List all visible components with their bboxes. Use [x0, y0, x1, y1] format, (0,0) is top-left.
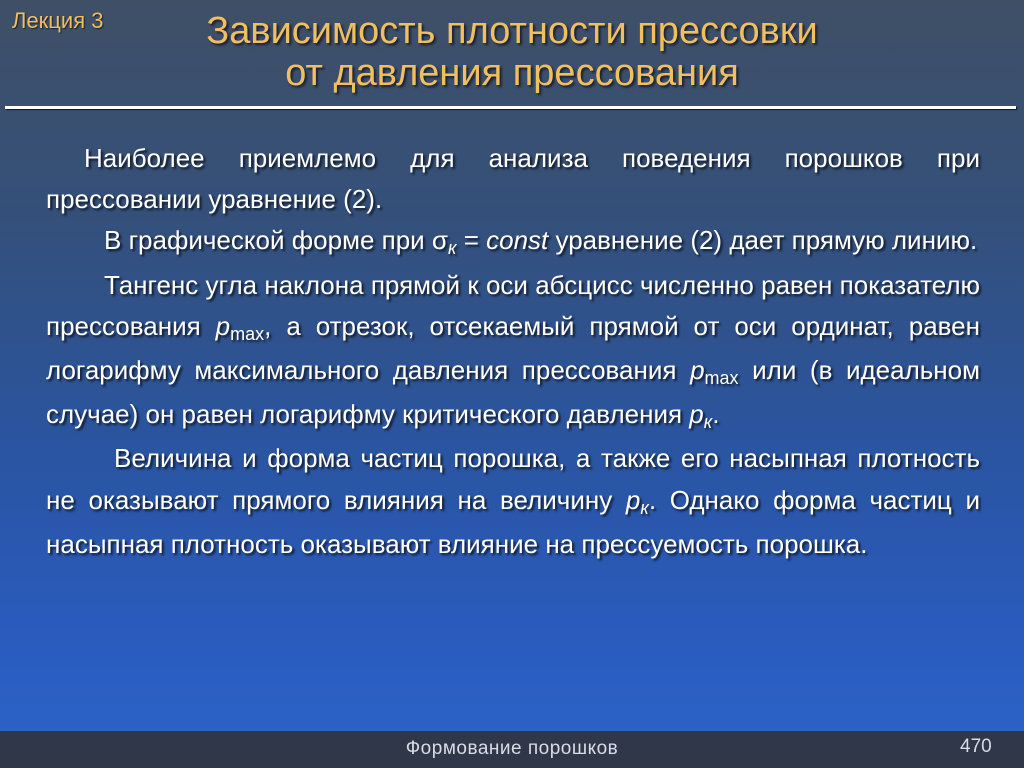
paragraph-3	[46, 265, 980, 439]
p3-symbol-2: p	[690, 355, 705, 386]
paragraph-1	[46, 138, 980, 220]
paragraph-4	[46, 438, 980, 565]
p3-text-d: .	[712, 399, 720, 430]
title-line-1: Зависимость плотности прессовки	[206, 10, 818, 52]
p4-text-a: Величина и форма частиц порошка, а также его насыпная плотность не оказывают прямого влияния на величину	[46, 443, 980, 515]
p2-text-c: уравнение (2) дает прямую линию.	[548, 225, 978, 256]
p2-text-b: =	[456, 225, 487, 256]
slide-body	[46, 138, 980, 565]
p2-const: const	[486, 225, 549, 256]
p3-subscript-3: к	[703, 412, 713, 433]
title-line-2: от давления прессования	[285, 52, 739, 94]
p4-subscript: к	[640, 497, 649, 518]
slide-title	[0, 10, 1024, 94]
p3-subscript-2: max	[704, 368, 739, 389]
p3-subscript-1: max	[230, 323, 265, 344]
p3-text-a: Тангенс угла наклона прямой к оси абсцисс численно равен показателю прессования	[46, 269, 980, 341]
paragraph-2	[46, 220, 980, 264]
lecture-label: Лекция 3	[12, 8, 104, 33]
p2-subscript: к	[447, 238, 457, 259]
p3-symbol-3: p	[689, 399, 704, 430]
p3-text-c: или (в идеальном случае) он равен логарифму критического давления	[46, 355, 980, 430]
footer-title: Формование порошков	[405, 738, 619, 759]
p4-symbol: p	[625, 484, 641, 515]
p4-text-b: . Однако форма частиц и насыпная плотность оказывают влияние на прессуемость порошка.	[46, 484, 981, 559]
p3-symbol-1: p	[215, 310, 231, 341]
p3-text-b: , а отрезок, отсекаемый прямой от оси ординат, равен логарифму максимального давления прессования	[46, 310, 980, 386]
page-number: 470	[960, 736, 992, 757]
title-underline	[5, 106, 1016, 109]
paragraph-1-text: Наиболее приемлемо для анализа поведения порошков при прессовании уравнение (2).	[46, 143, 980, 215]
p2-text-a: В графической форме при σ	[104, 225, 448, 256]
